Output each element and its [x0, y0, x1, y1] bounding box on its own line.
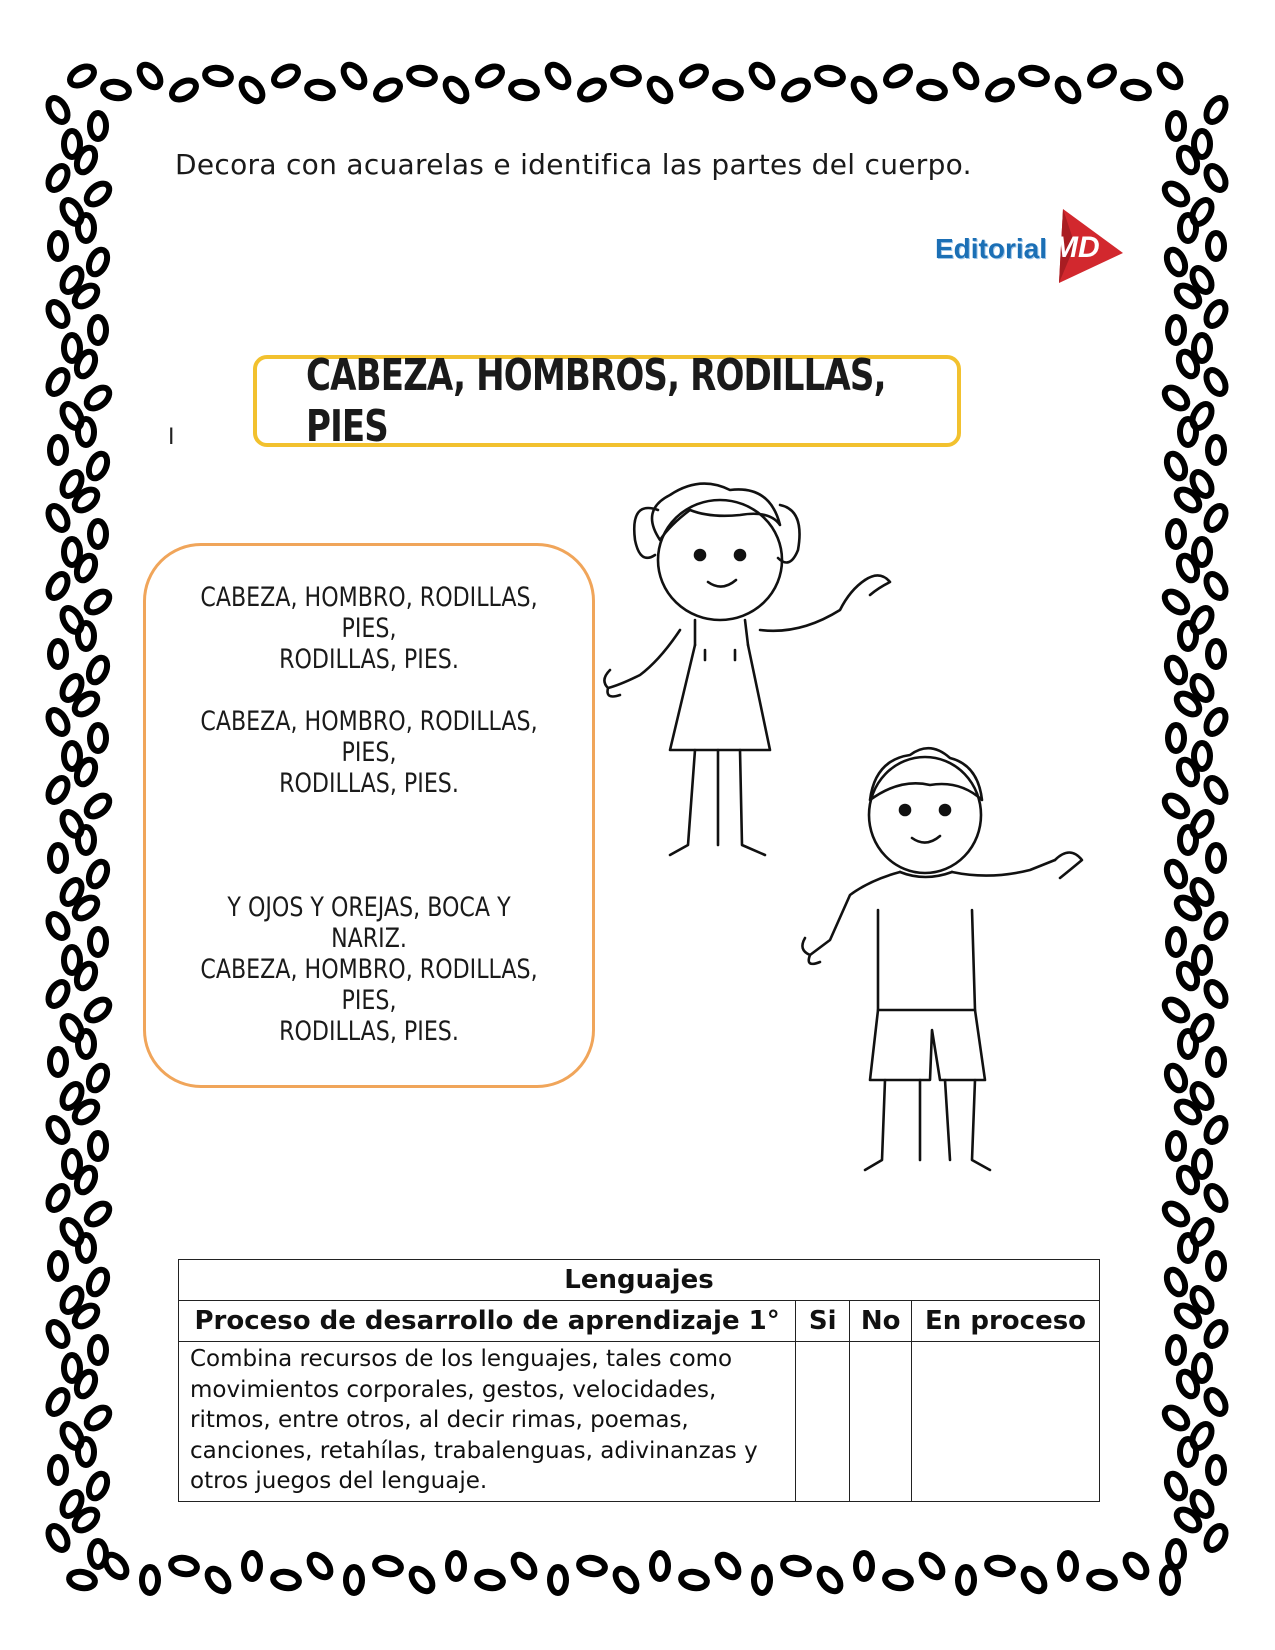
- border-leaf: [45, 95, 72, 126]
- border-leaf: [1122, 1551, 1151, 1581]
- border-leaf: [510, 80, 538, 100]
- border-leaf: [1163, 655, 1188, 685]
- title-banner: [253, 350, 961, 452]
- border-leaf: [45, 1523, 72, 1554]
- border-leaf: [816, 66, 844, 86]
- border-leaf: [1203, 163, 1230, 194]
- border-leaf: [408, 66, 436, 86]
- border-leaf: [45, 299, 72, 330]
- evaluation-table: [178, 1259, 1100, 1502]
- border-leaf: [1180, 1235, 1196, 1261]
- border-leaf: [1203, 979, 1230, 1010]
- border-leaf: [78, 1235, 94, 1261]
- border-leaf: [1208, 1049, 1224, 1075]
- children-illustration: [600, 470, 1120, 1190]
- border-leaf: [45, 571, 72, 602]
- border-leaf: [68, 1570, 96, 1590]
- border-leaf: [90, 317, 106, 343]
- song-lyrics-box: [143, 543, 595, 1088]
- border-leaf: [1180, 1439, 1196, 1465]
- border-leaf: [85, 1471, 110, 1501]
- border-leaf: [1203, 1523, 1230, 1554]
- border-leaf: [45, 163, 72, 194]
- border-leaf: [50, 1457, 66, 1483]
- border-leaf: [78, 419, 94, 445]
- border-leaf: [45, 367, 72, 398]
- page-title: CABEZA, HOMBROS, RODILLAS, PIES: [306, 350, 886, 452]
- border-leaf: [50, 233, 66, 259]
- border-leaf: [958, 1567, 974, 1593]
- border-leaf: [204, 1565, 233, 1595]
- in-progress-checkbox-cell[interactable]: [912, 1342, 1100, 1502]
- border-leaf: [1163, 1471, 1188, 1501]
- border-leaf: [83, 1200, 113, 1229]
- border-leaf: [45, 1183, 72, 1214]
- border-leaf: [1168, 1133, 1184, 1159]
- border-leaf: [1161, 1200, 1191, 1229]
- border-leaf: [346, 1567, 362, 1593]
- border-leaf: [856, 1553, 872, 1579]
- border-leaf: [1163, 247, 1188, 277]
- border-leaf: [45, 1319, 72, 1350]
- border-leaf: [306, 80, 334, 100]
- border-leaf: [1163, 859, 1188, 889]
- border-leaf: [78, 1439, 94, 1465]
- border-leaf: [45, 911, 72, 942]
- instruction-text: Decora con acuarelas e identifica las partes del cuerpo.: [175, 148, 972, 181]
- border-leaf: [85, 1267, 110, 1297]
- border-leaf: [1161, 996, 1191, 1025]
- border-leaf: [170, 1556, 198, 1576]
- border-leaf: [754, 1567, 770, 1593]
- no-header: No: [850, 1301, 912, 1342]
- border-leaf: [679, 63, 710, 90]
- publisher-logo: [935, 205, 1125, 285]
- border-leaf: [1163, 451, 1188, 481]
- border-leaf: [577, 77, 608, 104]
- border-leaf: [45, 979, 72, 1010]
- border-leaf: [1180, 623, 1196, 649]
- border-leaf: [244, 1553, 260, 1579]
- border-leaf: [67, 63, 98, 90]
- border-leaf: [78, 827, 94, 853]
- border-leaf: [1156, 61, 1185, 91]
- border-leaf: [1060, 1553, 1076, 1579]
- border-leaf: [1122, 80, 1150, 100]
- border-leaf: [1208, 233, 1224, 259]
- border-leaf: [1162, 1567, 1178, 1593]
- border-leaf: [1087, 63, 1118, 90]
- border-leaf: [83, 996, 113, 1025]
- border-leaf: [578, 1556, 606, 1576]
- border-leaf: [1203, 1183, 1230, 1214]
- border-leaf: [1180, 215, 1196, 241]
- border-leaf: [85, 655, 110, 685]
- yes-checkbox-cell[interactable]: [796, 1342, 850, 1502]
- border-leaf: [1203, 95, 1230, 126]
- border-leaf: [1168, 317, 1184, 343]
- border-leaf: [1168, 725, 1184, 751]
- border-leaf: [985, 77, 1016, 104]
- border-leaf: [986, 1556, 1014, 1576]
- border-leaf: [204, 66, 232, 86]
- publisher-logo-text: MD: [1053, 231, 1100, 264]
- process-header: Proceso de desarrollo de aprendizaje 1°: [179, 1301, 796, 1342]
- song-line: RODILLAS, PIES.: [279, 1016, 459, 1047]
- border-leaf: [90, 1133, 106, 1159]
- border-leaf: [510, 1551, 539, 1581]
- border-leaf: [1180, 827, 1196, 853]
- rubric-area-title: Lenguajes: [179, 1260, 1100, 1301]
- border-leaf: [448, 1553, 464, 1579]
- border-leaf: [1168, 1337, 1184, 1363]
- border-leaf: [90, 725, 106, 751]
- border-leaf: [1168, 1541, 1184, 1567]
- in-progress-header: En proceso: [912, 1301, 1100, 1342]
- border-leaf: [1054, 75, 1083, 105]
- border-leaf: [714, 80, 742, 100]
- border-leaf: [652, 1553, 668, 1579]
- border-leaf: [748, 61, 777, 91]
- border-leaf: [85, 1063, 110, 1093]
- border-leaf: [1208, 845, 1224, 871]
- border-leaf: [78, 1031, 94, 1057]
- border-leaf: [1180, 1031, 1196, 1057]
- stray-mark: I: [168, 425, 175, 450]
- border-leaf: [136, 61, 165, 91]
- border-leaf: [1203, 571, 1230, 602]
- border-leaf: [1203, 707, 1230, 738]
- border-leaf: [1088, 1570, 1116, 1590]
- border-leaf: [883, 63, 914, 90]
- border-leaf: [1161, 384, 1191, 413]
- border-leaf: [1161, 588, 1191, 617]
- border-leaf: [612, 66, 640, 86]
- song-line: RODILLAS, PIES.: [279, 644, 459, 675]
- border-leaf: [83, 1404, 113, 1433]
- border-leaf: [83, 180, 113, 209]
- border-leaf: [714, 1551, 743, 1581]
- border-leaf: [1180, 419, 1196, 445]
- border-leaf: [1203, 775, 1230, 806]
- song-line: RODILLAS, PIES.: [279, 768, 459, 799]
- song-line: CABEZA, HOMBRO, RODILLAS, PIES,: [200, 706, 538, 768]
- border-leaf: [169, 77, 200, 104]
- song-line: CABEZA, HOMBRO, RODILLAS, PIES,: [200, 954, 538, 1016]
- border-leaf: [782, 1556, 810, 1576]
- border-leaf: [442, 75, 471, 105]
- border-leaf: [781, 77, 812, 104]
- girl-drawing: [604, 484, 890, 855]
- border-leaf: [1161, 1404, 1191, 1433]
- border-leaf: [550, 1567, 566, 1593]
- border-leaf: [1020, 66, 1048, 86]
- border-leaf: [1161, 792, 1191, 821]
- border-leaf: [475, 63, 506, 90]
- no-checkbox-cell[interactable]: [850, 1342, 912, 1502]
- border-leaf: [1163, 1267, 1188, 1297]
- song-line: Y OJOS Y OREJAS, BOCA Y NARIZ.: [227, 892, 511, 954]
- border-leaf: [1208, 437, 1224, 463]
- border-leaf: [646, 75, 675, 105]
- border-leaf: [884, 1570, 912, 1590]
- border-leaf: [142, 1567, 158, 1593]
- border-leaf: [272, 1570, 300, 1590]
- border-leaf: [85, 859, 110, 889]
- border-leaf: [816, 1565, 845, 1595]
- border-leaf: [50, 437, 66, 463]
- border-leaf: [45, 1387, 72, 1418]
- border-leaf: [45, 503, 72, 534]
- border-leaf: [1203, 1319, 1230, 1350]
- border-leaf: [1020, 1565, 1049, 1595]
- border-leaf: [1161, 180, 1191, 209]
- learning-process-description: Combina recursos de los lenguajes, tales como movimientos corporales, gestos, velocidades, ritmos, entre otros, al decir rimas, poemas, canciones, retahílas, trabalenguas, adivinanzas y otros juegos del lenguaje.: [179, 1342, 796, 1502]
- border-leaf: [850, 75, 879, 105]
- border-leaf: [476, 1570, 504, 1590]
- border-leaf: [45, 1115, 72, 1146]
- border-leaf: [340, 61, 369, 91]
- border-leaf: [45, 707, 72, 738]
- boy-drawing: [802, 748, 1082, 1170]
- border-leaf: [90, 929, 106, 955]
- border-leaf: [1203, 367, 1230, 398]
- border-leaf: [918, 80, 946, 100]
- border-leaf: [1168, 929, 1184, 955]
- border-leaf: [50, 1253, 66, 1279]
- song-line: CABEZA, HOMBRO, RODILLAS, PIES,: [200, 582, 538, 644]
- border-leaf: [1203, 503, 1230, 534]
- yes-header: Si: [796, 1301, 850, 1342]
- border-leaf: [83, 588, 113, 617]
- border-leaf: [1163, 1063, 1188, 1093]
- border-leaf: [85, 247, 110, 277]
- border-leaf: [544, 61, 573, 91]
- border-leaf: [271, 63, 302, 90]
- border-leaf: [102, 80, 130, 100]
- border-leaf: [952, 61, 981, 91]
- border-leaf: [918, 1551, 947, 1581]
- publisher-name: Editorial: [935, 233, 1048, 264]
- border-leaf: [90, 521, 106, 547]
- border-leaf: [238, 75, 267, 105]
- border-leaf: [680, 1570, 708, 1590]
- border-leaf: [78, 623, 94, 649]
- border-leaf: [1203, 299, 1230, 330]
- border-leaf: [1208, 641, 1224, 667]
- border-leaf: [83, 792, 113, 821]
- border-leaf: [1208, 1457, 1224, 1483]
- border-leaf: [78, 215, 94, 241]
- border-leaf: [90, 113, 106, 139]
- border-leaf: [408, 1565, 437, 1595]
- border-leaf: [85, 451, 110, 481]
- border-leaf: [1168, 113, 1184, 139]
- border-leaf: [90, 1541, 106, 1567]
- border-leaf: [90, 1337, 106, 1363]
- border-leaf: [1168, 521, 1184, 547]
- border-leaf: [50, 845, 66, 871]
- border-leaf: [83, 384, 113, 413]
- border-leaf: [373, 77, 404, 104]
- border-leaf: [1208, 1253, 1224, 1279]
- border-leaf: [612, 1565, 641, 1595]
- border-leaf: [50, 1049, 66, 1075]
- border-leaf: [50, 641, 66, 667]
- border-leaf: [1203, 1115, 1230, 1146]
- border-leaf: [374, 1556, 402, 1576]
- border-leaf: [306, 1551, 335, 1581]
- border-leaf: [1203, 911, 1230, 942]
- border-leaf: [45, 775, 72, 806]
- border-leaf: [1203, 1387, 1230, 1418]
